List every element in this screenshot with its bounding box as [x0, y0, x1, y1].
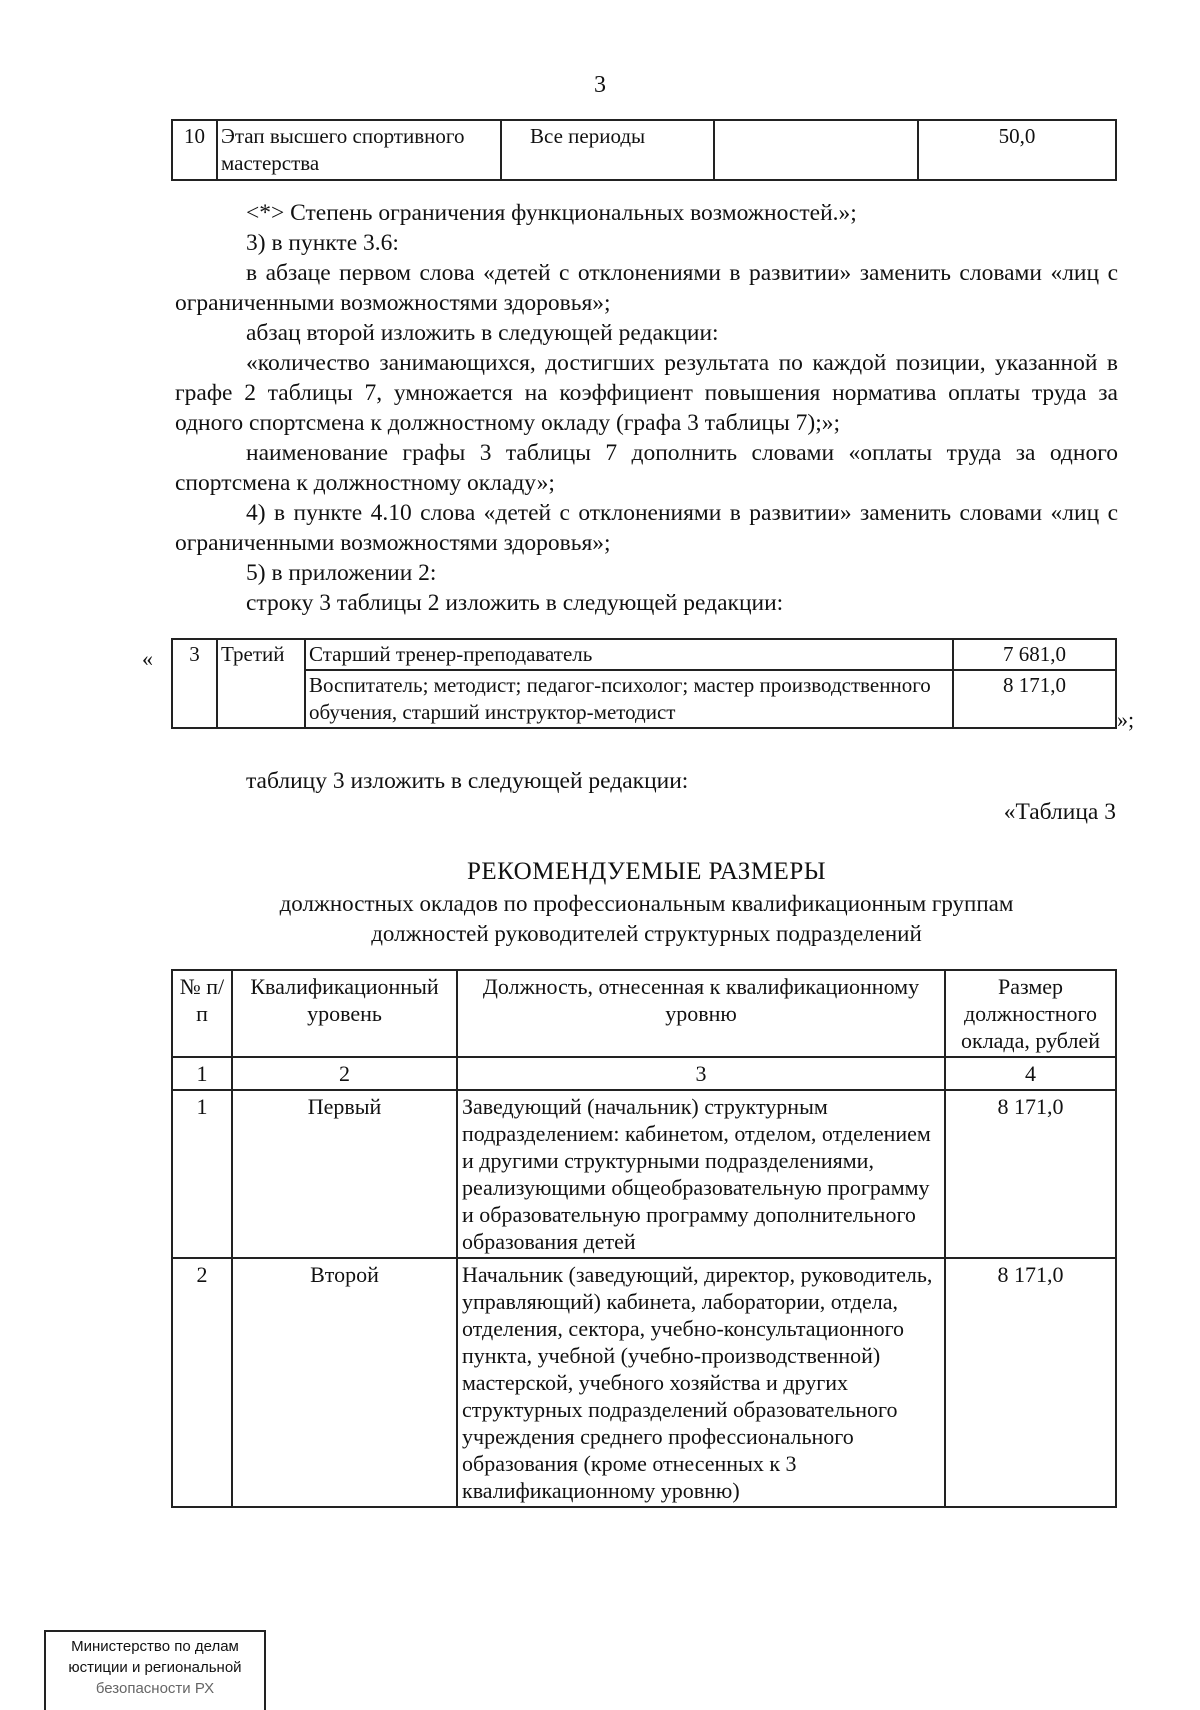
- table-sport-stage: [171, 119, 1117, 181]
- cell-num: 1: [172, 1090, 232, 1258]
- registration-stamp: [44, 1630, 266, 1710]
- paragraph: 3) в пункте 3.6:: [246, 230, 399, 256]
- stamp-line: безопасности РХ: [95, 1680, 215, 1697]
- table-subheading: [175, 889, 1118, 949]
- header-level: Квалификационный уровень: [232, 970, 457, 1057]
- table-row: [172, 1090, 1116, 1258]
- cell-stage: Этап высшего спортивного мастерства: [217, 120, 501, 180]
- cell-salary: 7 681,0: [953, 639, 1116, 670]
- paragraph: в абзаце первом слова «детей с отклонениями в развитии» заменить словами «лиц с ограниченными возможностями здоровья»;: [175, 260, 1118, 316]
- paragraph: 5) в приложении 2:: [246, 560, 437, 586]
- cell-empty: [714, 120, 918, 180]
- cell-salary: 8 171,0: [953, 670, 1116, 728]
- subheading-line: должностей руководителей структурных подразделений: [371, 921, 922, 946]
- table-heading: РЕКОМЕНДУЕМЫЕ РАЗМЕРЫ: [466, 858, 827, 885]
- col-number: 4: [945, 1057, 1116, 1090]
- paragraph: абзац второй изложить в следующей редакции:: [246, 320, 719, 346]
- paragraph: наименование графы 3 таблицы 7 дополнить словами «оплаты труда за одного спортсмена к должностному окладу»;: [175, 440, 1118, 496]
- cell-salary: 8 171,0: [945, 1090, 1116, 1258]
- quote-open: «: [142, 646, 153, 671]
- header-position: Должность, отнесенная к квалификационному уровню: [457, 970, 945, 1057]
- table-row: [172, 1258, 1116, 1507]
- footnote: <*> Степень ограничения функциональных возможностей.»;: [246, 200, 857, 226]
- paragraph: таблицу 3 изложить в следующей редакции:: [246, 768, 689, 794]
- table-row: [172, 639, 1116, 670]
- col-number: 1: [172, 1057, 232, 1090]
- page-number: 3: [594, 72, 606, 98]
- table-row: [172, 670, 1116, 728]
- header-num: № п/п: [172, 970, 232, 1057]
- cell-position: Старший тренер-преподаватель: [305, 639, 953, 670]
- cell-period: Все периоды: [501, 120, 714, 180]
- cell-salary: 8 171,0: [945, 1258, 1116, 1507]
- paragraph: строку 3 таблицы 2 изложить в следующей редакции:: [246, 590, 784, 616]
- stamp-line: юстиции и региональной: [68, 1659, 242, 1676]
- cell-num: 2: [172, 1258, 232, 1507]
- amendment-text: [175, 198, 1118, 618]
- cell-position: Заведующий (начальник) структурным подразделением: кабинетом, отделом, отделением и другими структурными подразделениями, реализующими общеобразовательную программу и образовательную программу дополнительного образования детей: [457, 1090, 945, 1258]
- cell-value: 50,0: [918, 120, 1116, 180]
- table-row: [172, 120, 1116, 180]
- cell-level: Первый: [232, 1090, 457, 1258]
- cell-position: Начальник (заведующий, директор, руководитель, управляющий) кабинета, лаборатории, отдела, отделения, сектора, учебно-консультационного пункта, учебной (учебно-производственной) мастерской, учебного хозяйства и других структурных подразделений образовательного учреждения среднего профессионального образования (кроме отнесенных к 3 квалификационному уровню): [457, 1258, 945, 1507]
- subheading-line: должностных окладов по профессиональным квалификационным группам: [279, 891, 1014, 916]
- cell-num: 3: [172, 639, 217, 728]
- table-header-row: [172, 970, 1116, 1057]
- cell-num: 10: [172, 120, 217, 180]
- paragraph: 4) в пункте 4.10 слова «детей с отклонениями в развитии» заменить словами «лиц с ограниченными возможностями здоровья»;: [175, 500, 1118, 556]
- col-number: 2: [232, 1057, 457, 1090]
- cell-position: Воспитатель; методист; педагог-психолог; мастер производственного обучения, старший инструктор-методист: [305, 670, 953, 728]
- cell-level: Второй: [232, 1258, 457, 1507]
- header-salary: Размер должностного оклада, рублей: [945, 970, 1116, 1057]
- cell-level: Третий: [217, 639, 305, 728]
- col-number: 3: [457, 1057, 945, 1090]
- table-colnum-row: [172, 1057, 1116, 1090]
- stamp-line: Министерство по делам: [71, 1638, 239, 1655]
- paragraph: «количество занимающихся, достигших результата по каждой позиции, указанной в графе 2 таблицы 7, умножается на коэффициент повышения норматива оплаты труда за одного спортсмена к должностному окладу (графа 3 таблицы 7);»;: [175, 350, 1118, 436]
- quote-close: »;: [1117, 707, 1135, 732]
- table-label: «Таблица 3: [1003, 799, 1116, 825]
- table-row-replacement: [171, 638, 1117, 729]
- table-salaries: [171, 969, 1117, 1508]
